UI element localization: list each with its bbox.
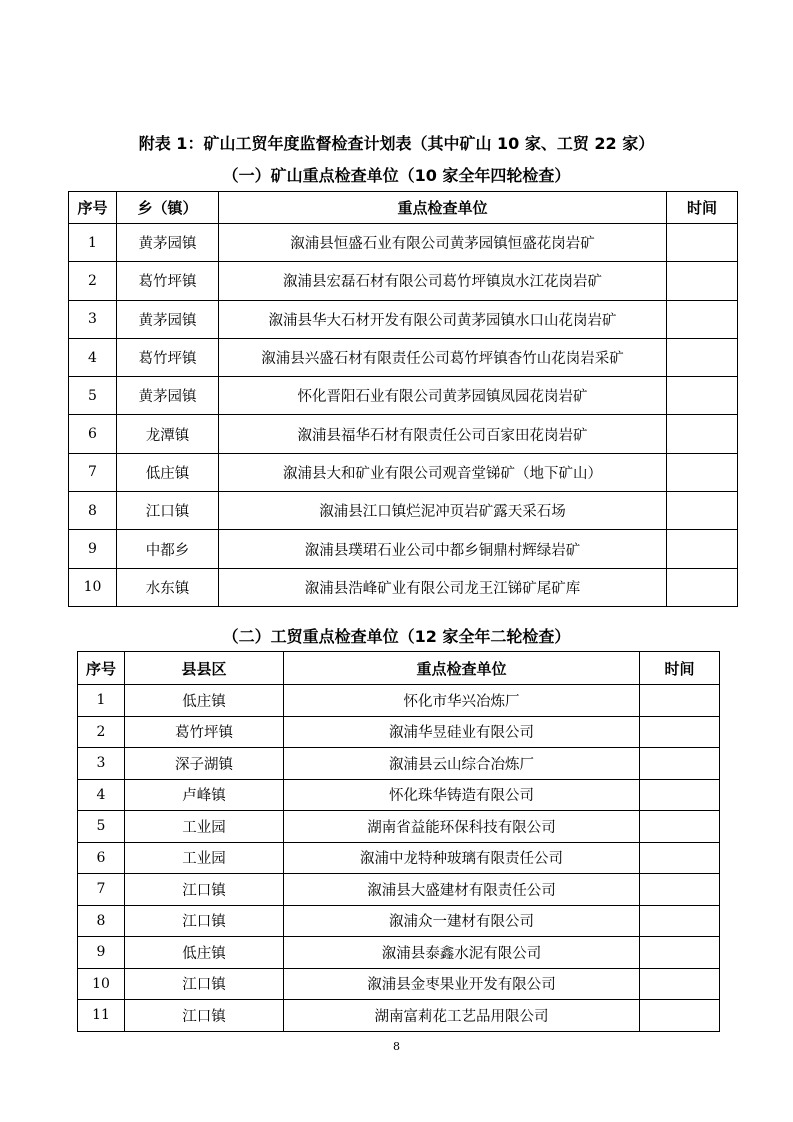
- table-row: [69, 377, 738, 415]
- section2-title: （二）工贸重点检查单位（12 家全年二轮检查）: [222, 627, 571, 646]
- cell-town: 江口镇: [125, 874, 284, 906]
- header-time: 时间: [640, 652, 720, 685]
- cell-time: [667, 453, 738, 491]
- cell-no: 9: [78, 937, 125, 969]
- cell-town: 江口镇: [125, 1000, 284, 1032]
- cell-town: 卢峰镇: [125, 779, 284, 811]
- cell-town: 工业园: [125, 842, 284, 874]
- cell-town: 工业园: [125, 811, 284, 843]
- cell-no: 5: [69, 377, 117, 415]
- cell-town: 江口镇: [125, 905, 284, 937]
- table-row: [69, 530, 738, 568]
- cell-town: 低庄镇: [117, 453, 219, 491]
- cell-unit: 溆浦县云山综合冶炼厂: [284, 748, 640, 780]
- cell-time: [667, 415, 738, 453]
- cell-unit: 溆浦县恒盛石业有限公司黄茅园镇恒盛花岗岩矿: [219, 224, 667, 262]
- cell-time: [640, 779, 720, 811]
- header-unit: 重点检查单位: [219, 192, 667, 224]
- cell-no: 5: [78, 811, 125, 843]
- header-no: 序号: [69, 192, 117, 224]
- table-row: [78, 748, 720, 780]
- cell-no: 10: [78, 968, 125, 1000]
- cell-town: 江口镇: [117, 492, 219, 530]
- cell-unit: 怀化珠华铸造有限公司: [284, 779, 640, 811]
- table-row: [78, 1000, 720, 1032]
- cell-time: [640, 937, 720, 969]
- table-row: [78, 842, 720, 874]
- cell-no: 2: [69, 262, 117, 300]
- cell-unit: 湖南省益能环保科技有限公司: [284, 811, 640, 843]
- cell-town: 黄茅园镇: [117, 300, 219, 338]
- cell-unit: 溆浦县大盛建材有限责任公司: [284, 874, 640, 906]
- header-town: 县县区: [125, 652, 284, 685]
- cell-no: 7: [78, 874, 125, 906]
- table-row: [78, 905, 720, 937]
- cell-town: 深子湖镇: [125, 748, 284, 780]
- cell-no: 1: [69, 224, 117, 262]
- cell-unit: 溆浦县金枣果业开发有限公司: [284, 968, 640, 1000]
- table-row: [69, 453, 738, 491]
- cell-time: [667, 300, 738, 338]
- cell-unit: 溆浦县璞珺石业公司中都乡铜鼎村辉绿岩矿: [219, 530, 667, 568]
- cell-no: 1: [78, 685, 125, 717]
- cell-town: 低庄镇: [125, 685, 284, 717]
- table-header-row: [69, 192, 738, 224]
- cell-town: 葛竹坪镇: [125, 716, 284, 748]
- section1-title: （一）矿山重点检查单位（10 家全年四轮检查）: [222, 166, 571, 185]
- table-row: [69, 300, 738, 338]
- table-row: [78, 811, 720, 843]
- cell-time: [640, 968, 720, 1000]
- cell-time: [667, 262, 738, 300]
- table-header-row: [78, 652, 720, 685]
- cell-town: 中都乡: [117, 530, 219, 568]
- header-no: 序号: [78, 652, 125, 685]
- cell-no: 7: [69, 453, 117, 491]
- table-row: [78, 968, 720, 1000]
- table-row: [69, 262, 738, 300]
- cell-no: 6: [78, 842, 125, 874]
- cell-time: [667, 338, 738, 376]
- cell-time: [667, 377, 738, 415]
- table-row: [78, 937, 720, 969]
- table-row: [78, 874, 720, 906]
- cell-time: [667, 492, 738, 530]
- table-row: [69, 338, 738, 376]
- cell-town: 龙潭镇: [117, 415, 219, 453]
- cell-unit: 溆浦县福华石材有限责任公司百家田花岗岩矿: [219, 415, 667, 453]
- header-unit: 重点检查单位: [284, 652, 640, 685]
- cell-time: [640, 716, 720, 748]
- cell-unit: 溆浦县浩峰矿业有限公司龙王江锑矿尾矿库: [219, 568, 667, 606]
- cell-town: 葛竹坪镇: [117, 262, 219, 300]
- cell-time: [640, 842, 720, 874]
- cell-time: [640, 905, 720, 937]
- cell-unit: 溆浦众一建材有限公司: [284, 905, 640, 937]
- cell-town: 江口镇: [125, 968, 284, 1000]
- cell-town: 葛竹坪镇: [117, 338, 219, 376]
- table-row: [69, 568, 738, 606]
- cell-no: 6: [69, 415, 117, 453]
- cell-time: [640, 748, 720, 780]
- table-row: [78, 716, 720, 748]
- cell-no: 2: [78, 716, 125, 748]
- table-row: [69, 492, 738, 530]
- cell-town: 黄茅园镇: [117, 377, 219, 415]
- cell-unit: 溆浦县江口镇烂泥冲页岩矿露天采石场: [219, 492, 667, 530]
- cell-no: 8: [69, 492, 117, 530]
- cell-unit: 溆浦县兴盛石材有限责任公司葛竹坪镇杳竹山花岗岩采矿: [219, 338, 667, 376]
- cell-town: 水东镇: [117, 568, 219, 606]
- cell-no: 3: [69, 300, 117, 338]
- cell-no: 4: [78, 779, 125, 811]
- cell-no: 8: [78, 905, 125, 937]
- cell-unit: 溆浦县华大石材开发有限公司黄茅园镇水口山花岗岩矿: [219, 300, 667, 338]
- cell-time: [640, 685, 720, 717]
- mine-inspection-table: [68, 191, 738, 607]
- document-title: 附表 1：矿山工贸年度监督检查计划表（其中矿山 10 家、工贸 22 家）: [138, 134, 655, 153]
- cell-unit: 溆浦县泰鑫水泥有限公司: [284, 937, 640, 969]
- cell-town: 黄茅园镇: [117, 224, 219, 262]
- cell-unit: 湖南富莉花工艺品用限公司: [284, 1000, 640, 1032]
- cell-unit: 溆浦县宏磊石材有限公司葛竹坪镇岚水江花岗岩矿: [219, 262, 667, 300]
- table-row: [78, 779, 720, 811]
- cell-unit: 怀化晋阳石业有限公司黄茅园镇凤园花岗岩矿: [219, 377, 667, 415]
- table-row: [69, 224, 738, 262]
- cell-time: [667, 530, 738, 568]
- cell-no: 4: [69, 338, 117, 376]
- cell-town: 低庄镇: [125, 937, 284, 969]
- cell-unit: 溆浦县大和矿业有限公司观音堂锑矿（地下矿山）: [219, 453, 667, 491]
- table-row: [78, 685, 720, 717]
- header-time: 时间: [667, 192, 738, 224]
- cell-no: 3: [78, 748, 125, 780]
- cell-time: [640, 874, 720, 906]
- cell-unit: 溆浦中龙特种玻璃有限责任公司: [284, 842, 640, 874]
- cell-unit: 溆浦华昱硅业有限公司: [284, 716, 640, 748]
- industry-inspection-table: [77, 651, 720, 1032]
- cell-time: [667, 224, 738, 262]
- cell-no: 10: [69, 568, 117, 606]
- page-number: 8: [393, 1040, 400, 1053]
- cell-no: 11: [78, 1000, 125, 1032]
- cell-unit: 怀化市华兴冶炼厂: [284, 685, 640, 717]
- cell-time: [640, 1000, 720, 1032]
- cell-no: 9: [69, 530, 117, 568]
- header-town: 乡（镇）: [117, 192, 219, 224]
- cell-time: [667, 568, 738, 606]
- table-row: [69, 415, 738, 453]
- cell-time: [640, 811, 720, 843]
